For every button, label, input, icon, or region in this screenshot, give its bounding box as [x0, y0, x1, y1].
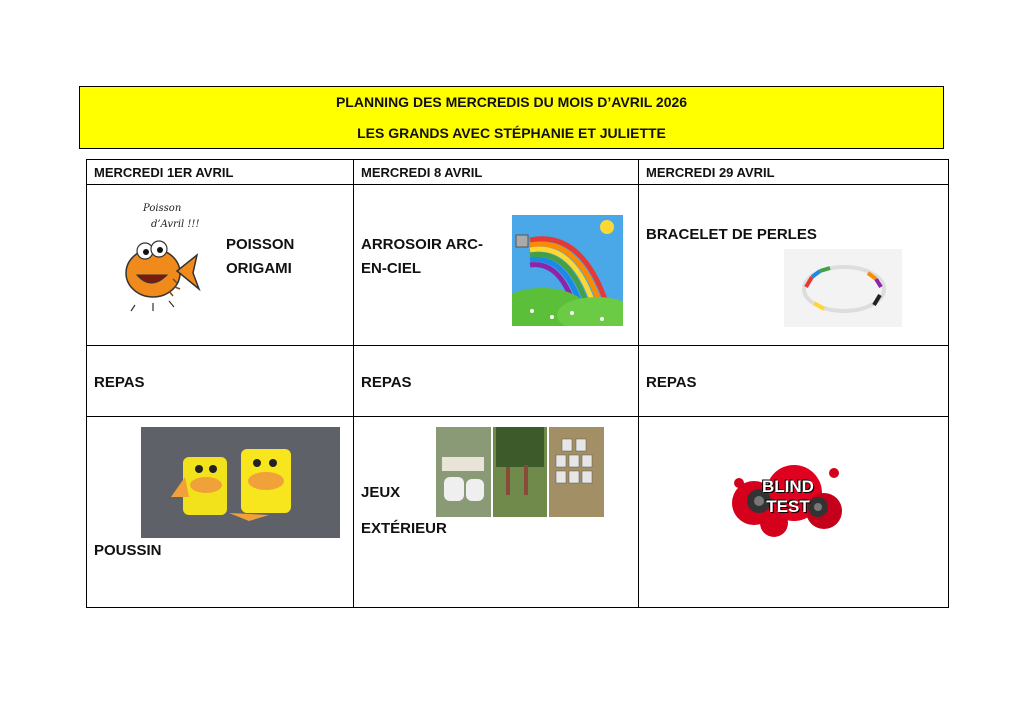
- column-header: MERCREDI 8 AVRIL: [354, 160, 639, 185]
- table-row: [87, 185, 949, 346]
- svg-text:d’Avril !!!: d’Avril !!!: [151, 219, 200, 230]
- cell-repas: [87, 346, 354, 417]
- cell-repas: [354, 346, 639, 417]
- jeux-exterieur-image: [436, 427, 604, 517]
- cell-poisson: [87, 185, 354, 346]
- repas-label: REPAS: [361, 374, 412, 391]
- poussin-image: [141, 427, 340, 538]
- title-banner: [79, 86, 944, 149]
- activity-label: POUSSIN: [94, 542, 162, 559]
- repas-label: REPAS: [646, 374, 697, 391]
- header-row: [87, 160, 949, 185]
- table-row: [87, 346, 949, 417]
- activity-label: EXTÉRIEUR: [361, 520, 447, 537]
- schedule-table: [86, 159, 949, 608]
- page-subtitle: LES GRANDS AVEC STÉPHANIE ET JULIETTE: [357, 125, 666, 141]
- activity-label: JEUX: [361, 484, 401, 501]
- cell-blind-test: [639, 417, 949, 608]
- cell-repas: [639, 346, 949, 417]
- bracelet-image: [784, 249, 902, 327]
- page-title: PLANNING DES MERCREDIS DU MOIS D’AVRIL 2026: [335, 94, 688, 110]
- blind-test-text: BLIND TEST: [762, 477, 814, 516]
- activity-label: ARROSOIR ARC-EN-CIEL: [361, 236, 483, 277]
- poisson-avril-image: [113, 191, 213, 321]
- svg-text:Poisson: Poisson: [143, 203, 182, 214]
- arrosoir-image: [512, 215, 623, 326]
- column-header: MERCREDI 29 AVRIL: [639, 160, 949, 185]
- activity-label: BRACELET DE PERLES: [646, 226, 817, 243]
- cell-poussin: [87, 417, 354, 608]
- repas-label: REPAS: [94, 374, 145, 391]
- activity-label: POISSON ORIGAMI: [226, 236, 295, 277]
- column-header: MERCREDI 1ER AVRIL: [87, 160, 354, 185]
- cell-jeux: [354, 417, 639, 608]
- table-row: [87, 417, 949, 608]
- cell-arrosoir: [354, 185, 639, 346]
- cell-bracelet: [639, 185, 949, 346]
